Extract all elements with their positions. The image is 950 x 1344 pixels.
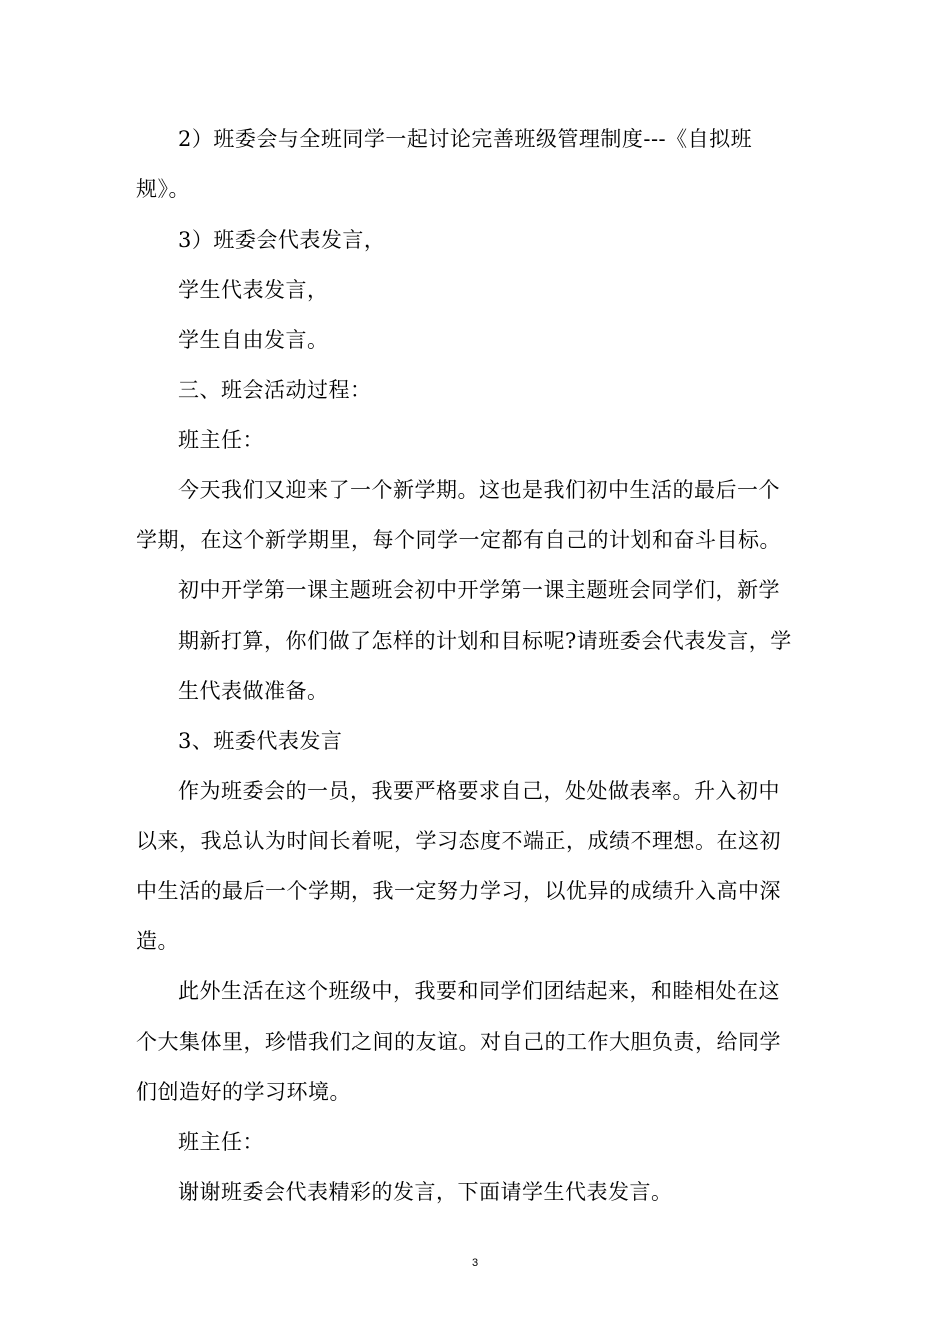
- text-line: 中生活的最后一个学期，我一定努力学习，以优异的成绩升入高中深: [136, 879, 781, 903]
- text-line: 个大集体里，珍惜我们之间的友谊。对自己的工作大胆负责，给同学: [136, 1030, 781, 1054]
- text-line: 作为班委会的一员，我要严格要求自己，处处做表率。升入初中: [178, 779, 780, 803]
- text-line: 此外生活在这个班级中，我要和同学们团结起来，和睦相处在这: [178, 979, 780, 1003]
- text-line: 生代表做准备。: [178, 679, 329, 703]
- text-line: 规》。: [136, 177, 190, 201]
- page-number: 3: [471, 1257, 479, 1269]
- speaker-label: 班主任：: [178, 428, 264, 452]
- text-line: 学期，在这个新学期里，每个同学一定都有自己的计划和奋斗目标。: [136, 528, 781, 552]
- text-line: 初中开学第一课主题班会初中开学第一课主题班会同学们，新学: [178, 578, 780, 602]
- section-heading: 3、班委代表发言: [178, 729, 343, 753]
- text-line: 造。: [136, 929, 179, 953]
- text-line: 学生代表发言，: [178, 278, 329, 302]
- text-line: 今天我们又迎来了一个新学期。这也是我们初中生活的最后一个: [178, 478, 780, 502]
- text-line: 期新打算，你们做了怎样的计划和目标呢?请班委会代表发言，学: [178, 629, 792, 653]
- text-line: 学生自由发言。: [178, 328, 329, 352]
- section-heading: 三、班会活动过程：: [178, 378, 372, 402]
- text-line: 2）班委会与全班同学一起讨论完善班级管理制度---《自拟班: [178, 127, 753, 151]
- text-line: 以来，我总认为时间长着呢，学习态度不端正，成绩不理想。在这初: [136, 829, 781, 853]
- speaker-label: 班主任：: [178, 1130, 264, 1154]
- text-line: 谢谢班委会代表精彩的发言，下面请学生代表发言。: [178, 1180, 673, 1204]
- text-line: 3）班委会代表发言，: [178, 228, 386, 252]
- text-line: 们创造好的学习环境。: [136, 1080, 351, 1104]
